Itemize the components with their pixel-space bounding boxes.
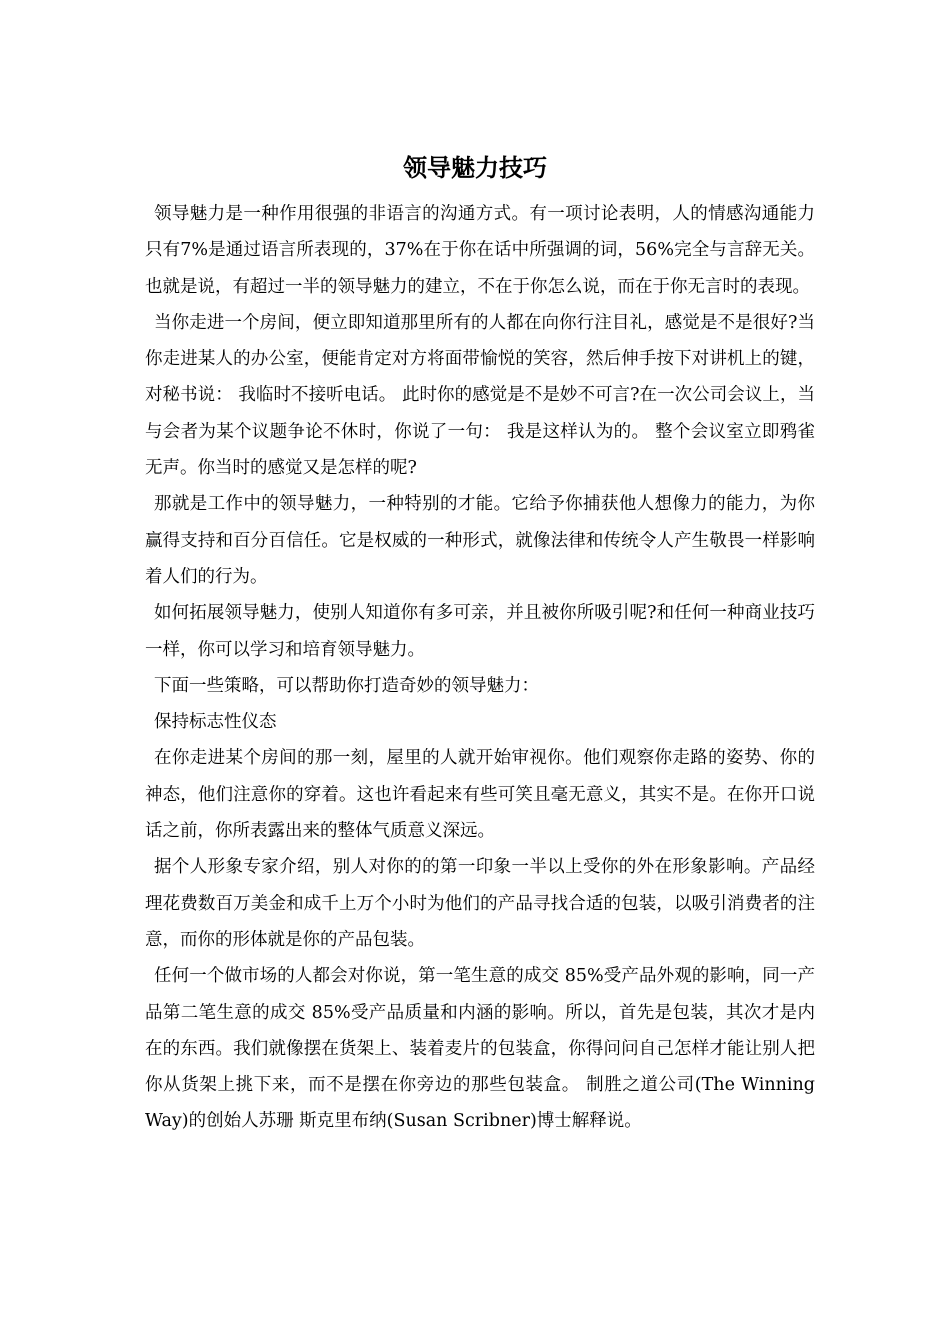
paragraph-4: 如何拓展领导魅力，使别人知道你有多可亲，并且被你所吸引呢?和任何一种商业技巧一样，你可以学习和培育领导魅力。	[145, 603, 815, 660]
paragraph-8: 任何一个做市场的人都会对你说，第一笔生意的成交 85%受产品外观的影响，同一产品第二笔生意的成交 85%受产品质量和内涵的影响。所以，首先是包装，其次才是内在的东西。我们就像摆在货架上、装着麦片的包装盒，你得问问自己怎样才能让别人把你从货架上挑下来，而不是摆在你旁边的那些包装盒。 制胜之道公司(The Winning Way)的创始人苏珊 斯克里布纳(Susan Scribner)博士解释说。	[145, 966, 815, 1132]
paragraph-3: 那就是工作中的领导魅力，一种特别的才能。它给予你捕获他人想像力的能力，为你赢得支持和百分百信任。它是权威的一种形式，就像法律和传统令人产生敬畏一样影响着人们的行为。	[145, 494, 815, 587]
paragraph-1: 领导魅力是一种作用很强的非语言的沟通方式。有一项讨论表明，人的情感沟通能力只有7%是通过语言所表现的，37%在于你在话中所强调的词，56%完全与言辞无关。也就是说，有超过一半的领导魅力的建立，不在于你怎么说，而在于你无言时的表现。	[145, 204, 815, 297]
section-heading: 保持标志性仪态	[154, 712, 277, 733]
paragraph-2: 当你走进一个房间，便立即知道那里所有的人都在向你行注目礼，感觉是不是很好?当你走进某人的办公室，便能肯定对方将面带愉悦的笑容，然后伸手按下对讲机上的键，对秘书说： 我临时不接听电话。 此时你的感觉是不是妙不可言?在一次公司会议上，当与会者为某个议题争论不休时，你说了一句： 我是这样认为的。 整个会议室立即鸦雀无声。你当时的感觉又是怎样的呢?	[145, 312, 815, 479]
paragraph-5: 下面一些策略，可以帮助你打造奇妙的领导魅力：	[154, 675, 539, 696]
paragraph-6: 在你走进某个房间的那一刻，屋里的人就开始审视你。他们观察你走路的姿势、你的神态，他们注意你的穿着。这也许看起来有些可笑且毫无意义，其实不是。在你开口说话之前，你所表露出来的整体气质意义深远。	[145, 748, 815, 842]
document-body	[145, 196, 815, 1140]
document-title: 领导魅力技巧	[403, 153, 547, 182]
paragraph-7: 据个人形象专家介绍，别人对你的的第一印象一半以上受你的外在形象影响。产品经理花费数百万美金和成千上万个小时为他们的产品寻找合适的包装，以吸引消费者的注意，而你的形体就是你的产品包装。	[145, 857, 815, 950]
